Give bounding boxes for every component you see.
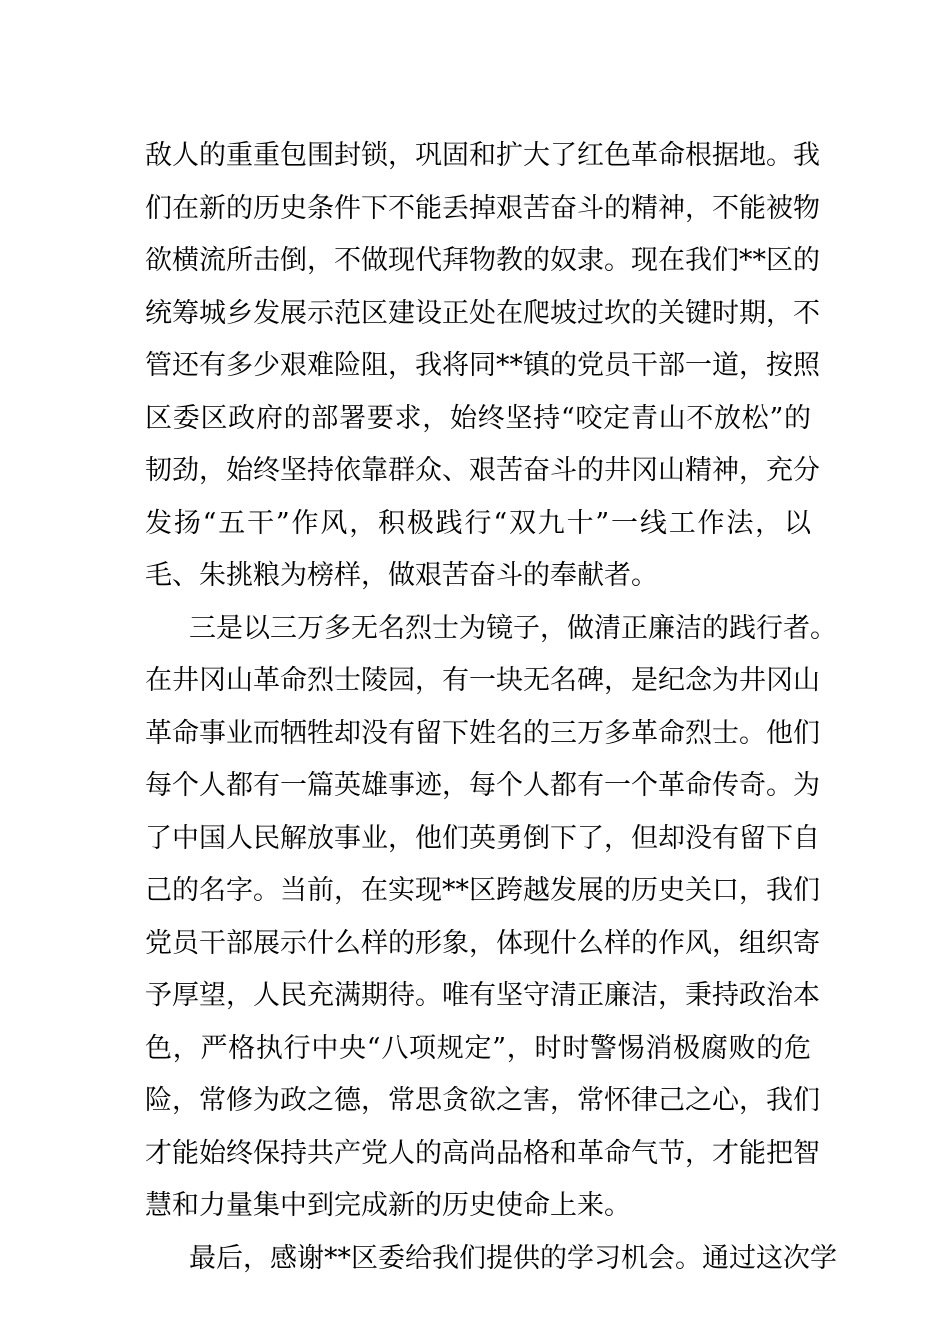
paragraph-hardship-spirit — [145, 130, 820, 603]
text-line: 才能始终保持共产党人的高尚品格和革命气节，才能把智 — [145, 1137, 820, 1169]
text-line: 在井冈山革命烈士陵园，有一块无名碑，是纪念为井冈山 — [145, 665, 820, 696]
document-body — [145, 130, 837, 1285]
text-line: 发扬“五干”作风，积极践行“双九十”一线工作法，以 — [145, 507, 811, 539]
text-line: 色，严格执行中央“八项规定”，时时警惕消极腐败的危 — [145, 1032, 811, 1064]
text-line: 最后，感谢**区委给我们提供的学习机会。通过这次学 — [189, 1242, 837, 1274]
text-line: 险，常修为政之德，常思贪欲之害，常怀律己之心，我们 — [145, 1085, 820, 1116]
paragraph-closing — [145, 1233, 837, 1286]
text-line: 欲横流所击倒，不做现代拜物教的奴隶。现在我们**区的 — [145, 245, 820, 276]
text-line: 统筹城乡发展示范区建设正处在爬坡过坎的关键时期，不 — [145, 297, 820, 329]
text-line: 韧劲，始终坚持依靠群众、艰苦奋斗的井冈山精神，充分 — [145, 455, 820, 486]
paragraph-clean-governance — [145, 603, 837, 1233]
text-line: 慧和力量集中到完成新的历史使命上来。 — [145, 1190, 631, 1221]
text-line: 每个人都有一篇英雄事迹，每个人都有一个革命传奇。为 — [145, 770, 820, 801]
text-line: 三是以三万多无名烈士为镜子，做清正廉洁的践行者。 — [189, 612, 837, 644]
text-line: 毛、朱挑粮为榜样，做艰苦奋斗的奉献者。 — [145, 560, 658, 591]
text-line: 了中国人民解放事业，他们英勇倒下了，但却没有留下自 — [145, 822, 820, 854]
text-line: 己的名字。当前，在实现**区跨越发展的历史关口，我们 — [145, 875, 820, 906]
text-line: 予厚望，人民充满期待。唯有坚守清正廉洁，秉持政治本 — [145, 980, 820, 1011]
text-line: 区委区政府的部署要求，始终坚持“咬定青山不放松”的 — [145, 402, 811, 434]
text-line: 党员干部展示什么样的形象，体现什么样的作风，组织寄 — [145, 927, 820, 959]
text-line: 管还有多少艰难险阻，我将同**镇的党员干部一道，按照 — [145, 350, 820, 381]
text-line: 敌人的重重包围封锁，巩固和扩大了红色革命根据地。我 — [145, 140, 820, 171]
text-line: 革命事业而牺牲却没有留下姓名的三万多革命烈士。他们 — [145, 717, 820, 749]
text-line: 们在新的历史条件下不能丢掉艰苦奋斗的精神，不能被物 — [145, 192, 820, 224]
